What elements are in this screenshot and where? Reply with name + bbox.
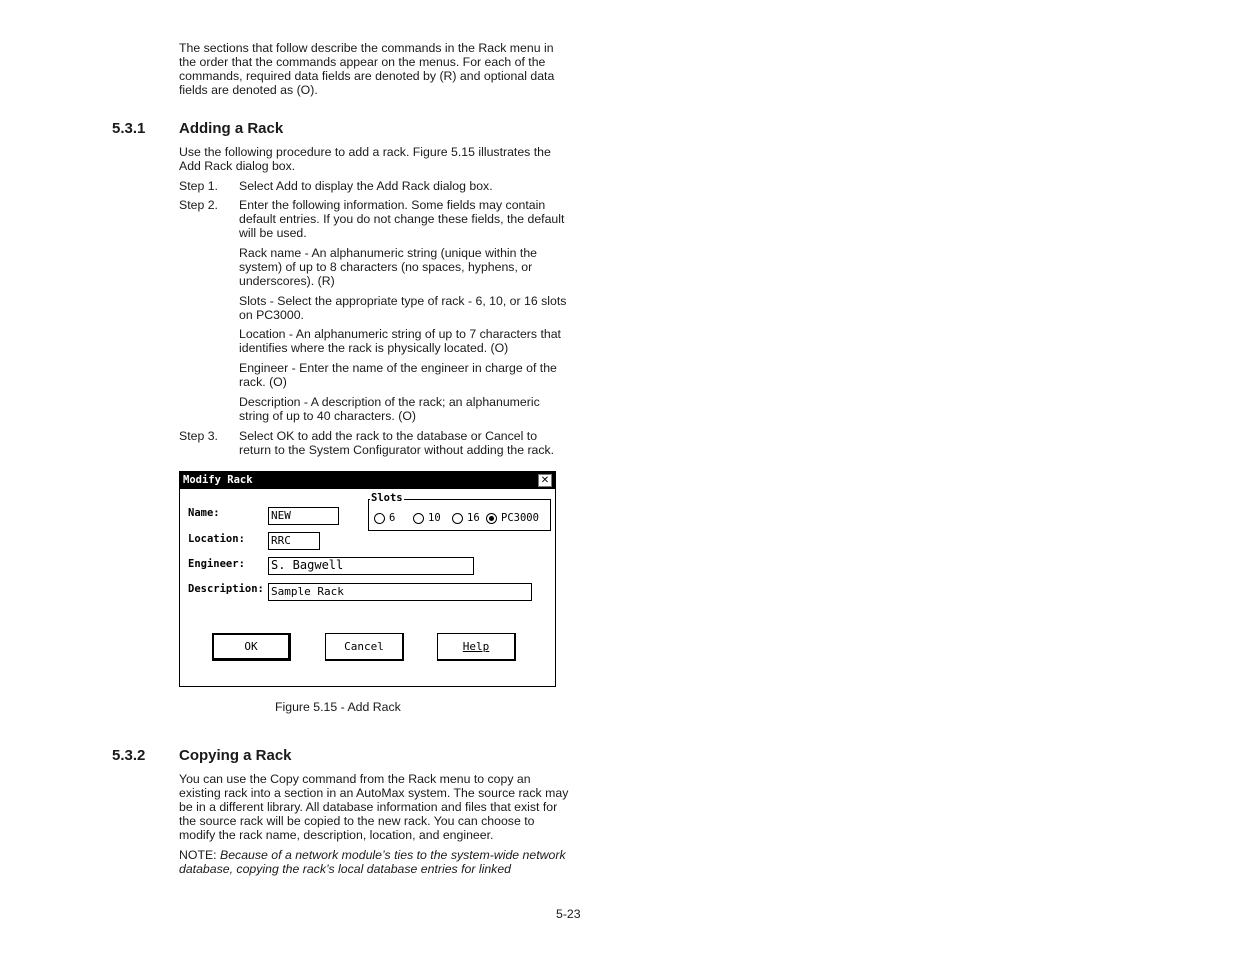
- modify-rack-dialog: [179, 471, 556, 687]
- step-label: Step 2.: [179, 198, 218, 212]
- section-number: 5.3.2: [112, 747, 146, 764]
- field-description: Slots - Select the appropriate type of rack - 6, 10, or 16 slots on PC3000.: [239, 294, 567, 322]
- step-label: Step 3.: [179, 429, 218, 443]
- radio-icon: [413, 513, 424, 524]
- cancel-button[interactable]: Cancel: [325, 633, 404, 661]
- help-button-label: Help: [462, 640, 490, 653]
- figure-caption: Figure 5.15 - Add Rack: [275, 700, 401, 714]
- section-number: 5.3.1: [112, 120, 146, 137]
- name-label: Name:: [188, 507, 220, 519]
- section-title: Copying a Rack: [179, 747, 292, 764]
- field-description: Description - A description of the rack; an alphanumeric string of up to 40 characters. (O): [239, 395, 540, 423]
- help-button[interactable]: [437, 633, 516, 661]
- section-body: You can use the Copy command from the Rack menu to copy an existing rack into a section in an AutoMax system. The source rack may be in a different library. All database information and files that exist for the source rack will be copied to the new rack. You can choose to modify the rack name, description, location, and engineer.: [179, 772, 569, 842]
- radio-icon: [452, 513, 463, 524]
- engineer-label: Engineer:: [188, 558, 245, 570]
- field-description: Location - An alphanumeric string of up to 7 characters that identifies where the rack is physically located. (O): [239, 327, 561, 355]
- step-label: Step 1.: [179, 179, 218, 193]
- section-title: Adding a Rack: [179, 120, 284, 137]
- ok-button[interactable]: OK: [212, 633, 291, 661]
- section-intro: Use the following procedure to add a rack. Figure 5.15 illustrates the Add Rack dialog box.: [179, 145, 551, 173]
- intro-paragraph: The sections that follow describe the commands in the Rack menu in the order that the commands appear on the menus. For each of the commands, required data fields are denoted by (R) and optional data fields are denoted as (O).: [179, 41, 555, 97]
- slot-option-label: PC3000: [501, 512, 539, 524]
- field-description: Engineer - Enter the name of the engineer in charge of the rack. (O): [239, 361, 557, 389]
- step-text: Enter the following information. Some fields may contain default entries. If you do not change these fields, the default will be used.: [239, 198, 565, 240]
- dialog-title: Modify Rack: [183, 474, 253, 486]
- description-label: Description:: [188, 583, 264, 595]
- location-field[interactable]: RRC: [268, 532, 320, 550]
- radio-dot-icon: [489, 516, 494, 521]
- slots-label: Slots: [371, 492, 403, 504]
- slot-option-label: 16: [467, 512, 480, 524]
- location-label: Location:: [188, 533, 245, 545]
- description-field[interactable]: Sample Rack: [268, 583, 532, 601]
- note-text: Because of a network module’s ties to the system-wide network database, copying the rack’s local database entries for linked: [179, 848, 566, 876]
- close-icon[interactable]: ✕: [538, 474, 552, 487]
- note-paragraph: [179, 848, 569, 876]
- name-field[interactable]: NEW: [268, 507, 339, 525]
- dialog-titlebar: [180, 472, 555, 489]
- slot-option-label: 10: [428, 512, 441, 524]
- page-number: 5-23: [556, 907, 581, 921]
- radio-icon: [374, 513, 385, 524]
- slot-option-label: 6: [389, 512, 396, 524]
- step-text: Select Add to display the Add Rack dialog box.: [239, 179, 493, 193]
- step-text: Select OK to add the rack to the database or Cancel to return to the System Configurator without adding the rack.: [239, 429, 555, 457]
- field-description: Rack name - An alphanumeric string (unique within the system) of up to 8 characters (no spaces, hyphens, or underscores). (R): [239, 246, 538, 288]
- engineer-field[interactable]: S. Bagwell: [268, 557, 474, 575]
- note-label: NOTE:: [179, 848, 217, 862]
